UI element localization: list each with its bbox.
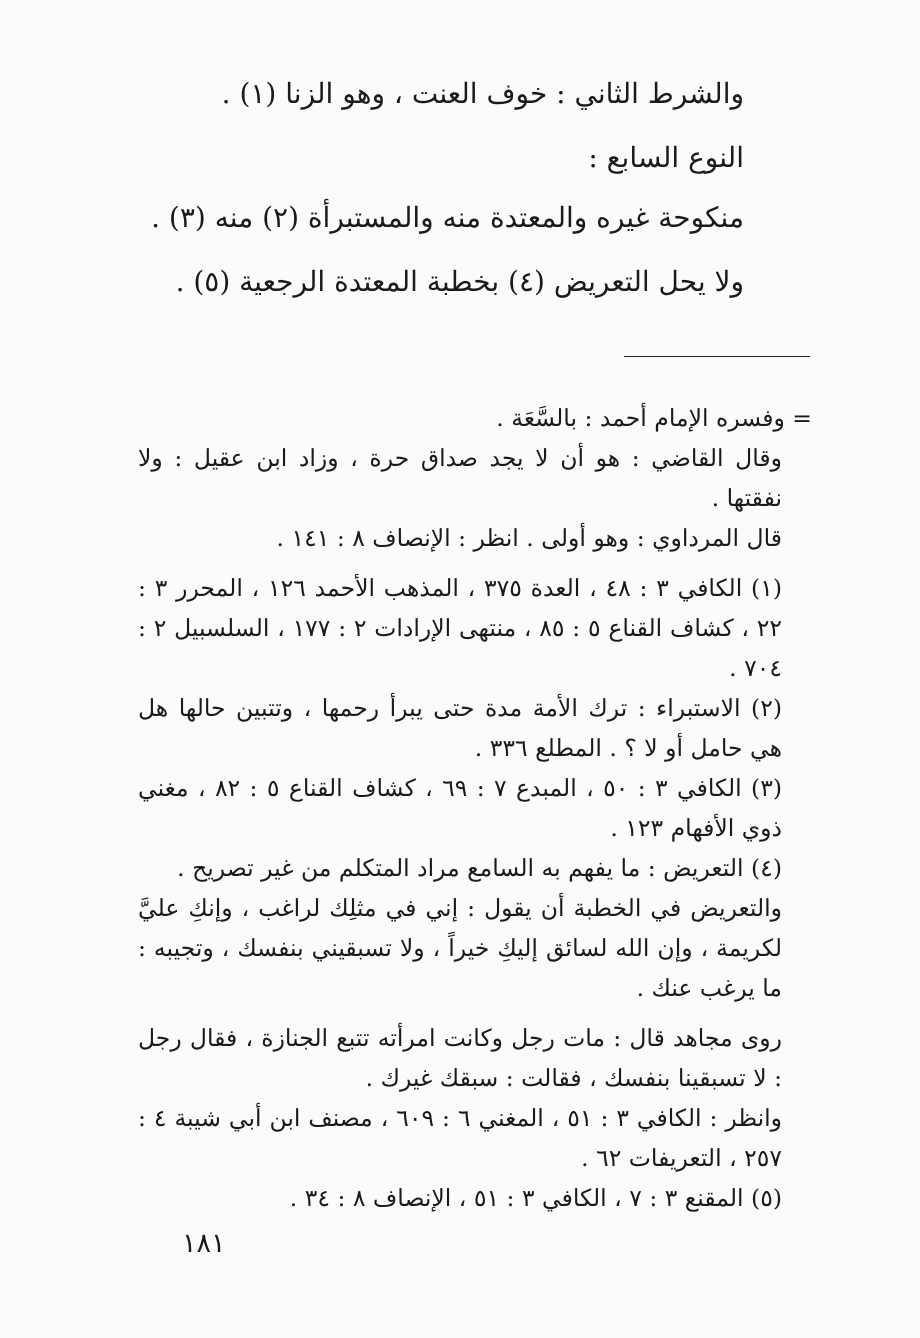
footnotes <box>138 398 812 1218</box>
footnote-4-references: وانظر : الكافي ٣ : ٥١ ، المغني ٦ : ٦٠٩ ، مصنف ابن أبي شيبة ٤ : ٢٥٧ ، التعريفات ٦٢ . <box>138 1104 783 1172</box>
footnote-paragraph: وقال القاضي : هو أن لا يجد صداق حرة ، وزاد ابن عقيل : ولا نفقتها . <box>138 444 782 512</box>
main-line-1: والشرط الثاني : خوف العنت ، وهو الزنا (١) . <box>221 77 744 110</box>
footnote-3: (٣) الكافي ٣ : ٥٠ ، المبدع ٧ : ٦٩ ، كشاف القناع ٥ : ٨٢ ، مغني ذوي الأفهام ١٢٣ . <box>138 774 782 842</box>
main-line-4: ولا يحل التعريض (٤) بخطبة المعتدة الرجعية (٥) . <box>175 265 744 298</box>
footnote-separator <box>624 356 810 357</box>
footnote-4-narration: روى مجاهد قال : مات رجل وكانت امرأته تتبع الجنازة ، فقال رجل : لا تسبقينا بنفسك ، فقالت : سبقك غيرك . <box>138 1024 782 1092</box>
footnote-4: (٤) التعريض : ما يفهم به السامع مراد المتكلم من غير تصريح . <box>177 854 782 882</box>
main-line-3: منكوحة غيره والمعتدة منه والمستبرأة (٢) منه (٣) . <box>151 201 744 234</box>
main-line-2: النوع السابع : <box>588 141 744 174</box>
footnote-paragraph: قال المرداوي : وهو أولى . انظر : الإنصاف ٨ : ١٤١ . <box>276 524 782 552</box>
footnote-1: (١) الكافي ٣ : ٤٨ ، العدة ٣٧٥ ، المذهب الأحمد ١٢٦ ، المحرر ٣ : ٢٢ ، كشاف القناع ٥ : ٨٥ ، منتهى الإرادات ٢ : ١٧٧ ، السلسبيل ٢ : ٧٠٤ . <box>138 574 782 682</box>
footnote-continuation: = وفسره الإمام أحمد : بالسَّعَة . <box>496 404 812 432</box>
footnote-2: (٢) الاستبراء : ترك الأمة مدة حتى يبرأ رحمها ، وتتبين حالها هل هي حامل أو لا ؟ . المطلع ٣٣٦ . <box>138 694 782 762</box>
footnote-4-example: والتعريض في الخطبة أن يقول : إني في مثلِك لراغب ، وإنكِ عليَّ لكريمة ، وإن الله لسائق إليكِ خيراً ، ولا تسبقيني بنفسك ، وتجيبه : ما يرغب عنك . <box>138 894 782 1002</box>
page-number: ١٨١ <box>182 1228 226 1259</box>
footnote-5: (٥) المقنع ٣ : ٧ ، الكافي ٣ : ٥١ ، الإنصاف ٨ : ٣٤ . <box>289 1184 782 1212</box>
